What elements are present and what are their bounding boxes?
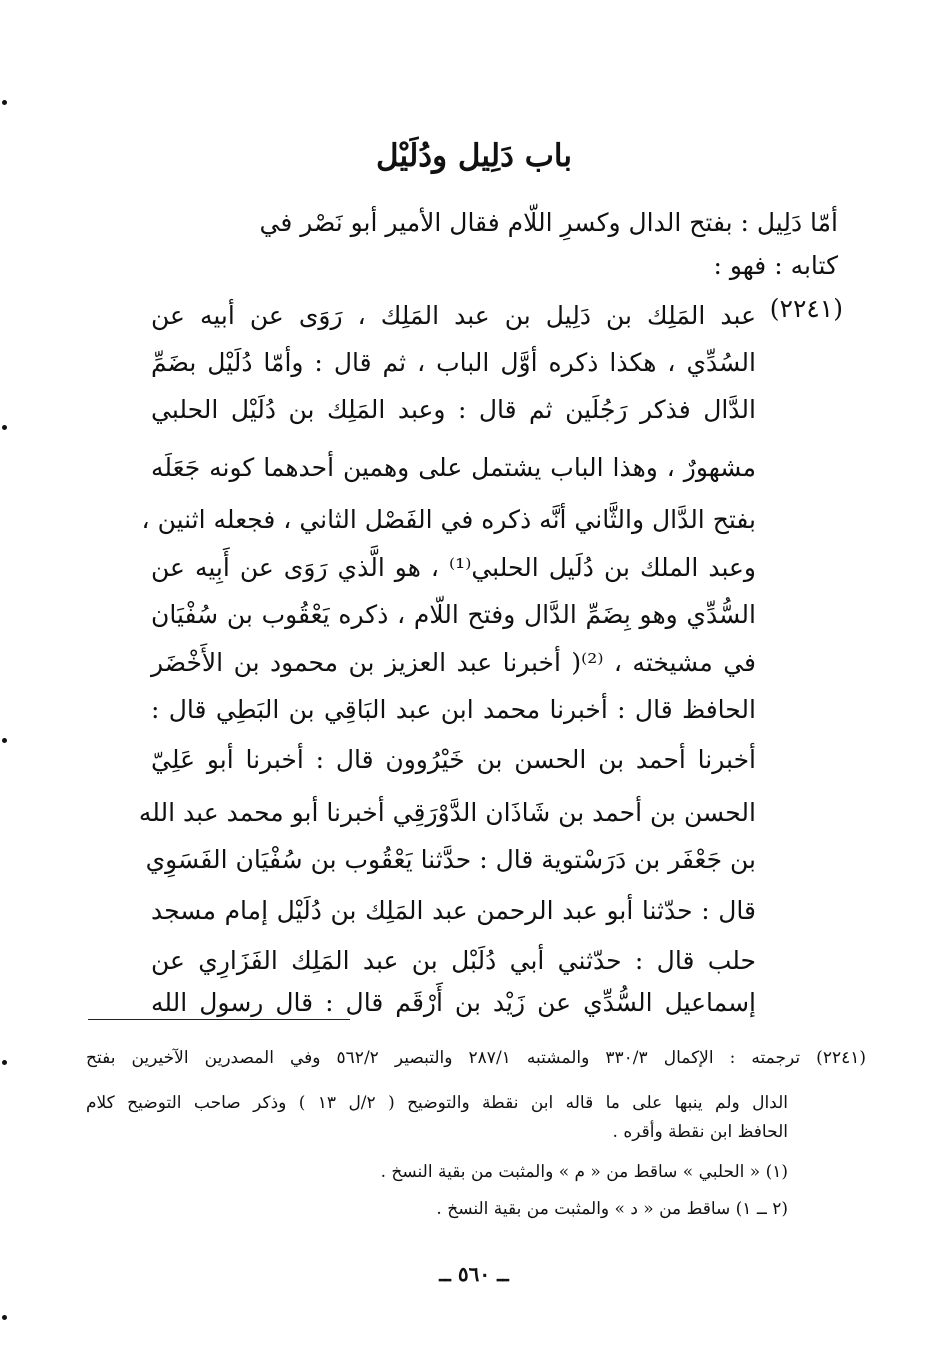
entry-line-3: الدَّال فذكر رَجُلَين ثم قال : وعبد المَلِك بن دُلَيْل الحلبي: [151, 395, 756, 424]
entry-line-7: السُّدِّي وهو بِضَمِّ الدَّال وفتح اللّام ، ذكره يَعْقُوب بن سُفْيَان: [151, 600, 756, 629]
entry-line-11: الحسن بن أحمد بن شَاذَان الدَّوْرَقِي أخبرنا أبو محمد عبد الله: [138, 798, 756, 827]
entry-line-12: بن جَعْفَر بن دَرَسْتوية قال : حدَّثنا يَعْقُوب بن سُفْيَان الفَسَوِي: [145, 845, 756, 874]
entry-line-9: الحافظ قال : أخبرنا محمد ابن عبد البَاقِي بن البَطِي قال :: [151, 695, 756, 724]
entry-line-4: مشهورٌ ، وهذا الباب يشتمل على وهمين أحدهما كونه جَعَلَه: [151, 453, 756, 482]
entry-line-1: عبد المَلِك بن دَلِيل بن عبد المَلِك ، رَوَى عن أبيه عن: [151, 301, 756, 330]
intro-line-2: كتابه : فهو :: [713, 251, 838, 280]
entry-line-10: أخبرنا أحمد بن الحسن بن خَيْرُوون قال : أخبرنا أبو عَلِيّ: [151, 745, 756, 774]
page-number: ــ ٥٦٠ ــ: [439, 1262, 509, 1286]
entry-line-14: حلب قال : حدّثني أبي دُلَبْل بن عبد المَلِك الفَزَارِي عن: [151, 946, 756, 975]
entry-line-2: السُدِّي ، هكذا ذكره أوَّل الباب ، ثم قال : وأمّا دُلَيْل بضَمِّ: [151, 348, 756, 377]
scan-mark-5: [2, 1315, 7, 1320]
footnote-note-1: (١) « الحلبي » ساقط من « م » والمثبت من بقية النسخ .: [380, 1162, 788, 1182]
footnote-main-line-3: الحافظ ابن نقطة وأقره .: [612, 1122, 788, 1142]
entry-line-13: قال : حدّثنا أبو عبد الرحمن عبد المَلِك بن دُلَيْل إمام مسجد: [151, 896, 756, 925]
entry-line-6: وعبد الملك بن دُلَيل الحلبي⁽¹⁾ ، هو الَّذي رَوَى عن أَبِيه عن: [151, 553, 756, 582]
scan-mark-2: [2, 425, 7, 430]
scan-mark-4: [2, 1060, 7, 1065]
footnote-main-line-1: (٢٢٤١) ترجمته : الإكمال ٣٣٠/٣ والمشتبه ٢٨٧/١ والتبصير ٥٦٢/٢ وفي المصدرين الآخيرين بفتح: [86, 1048, 866, 1068]
entry-line-8: في مشيخته ، ⁽²⁾( أخبرنا عبد العزيز بن محمود بن الأَخْضَر: [151, 648, 756, 677]
entry-line-15: إسماعيل السُّدِّي عن زَيْد بن أَرْقَم قال : قال رسول الله: [151, 988, 756, 1017]
scan-mark-3: [2, 738, 7, 743]
chapter-title: باب دَلِيل ودُلَيْل: [376, 138, 572, 174]
entry-line-5: بفتح الدَّال والثَّاني أنَّه ذكره في الفَصْل الثاني ، فجعله اثنين ،: [141, 505, 756, 534]
footnote-main-line-2: الدال ولم ينبها على ما قاله ابن نقطة والتوضيح ( ٢/ل ١٣ ) وذكر صاحب التوضيح كلام: [86, 1093, 789, 1113]
scan-mark-1: [2, 100, 7, 105]
entry-number: (٢٢٤١): [769, 294, 843, 323]
intro-line-1: أمّا دَلِيل : بفتح الدال وكسرِ اللّام فقال الأمير أبو نَصْر في: [259, 208, 838, 237]
footnote-note-2: (٢ ــ ١) ساقط من « د » والمثبت من بقية النسخ .: [436, 1199, 788, 1219]
footnote-separator: [88, 1019, 350, 1020]
